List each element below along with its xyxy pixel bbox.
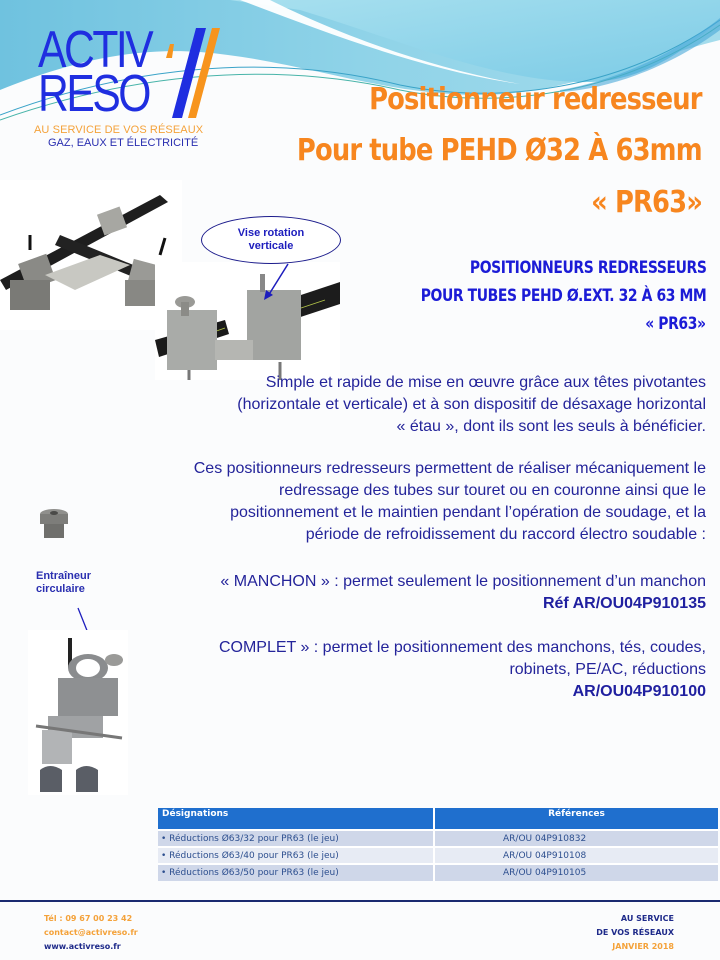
paragraph-line: positionnement et le maintien pendant l’opération de soudage, et la xyxy=(230,504,706,521)
logo-word-reso: RESO xyxy=(38,65,150,123)
paragraph-line: redressage des tubes sur touret ou en couronne ainsi que le xyxy=(279,482,706,499)
page-title-line-3: « PR63» xyxy=(591,185,702,220)
table-cell-reference: AR/OU 04P910105 xyxy=(434,864,718,881)
footer-slogan-line-1: AU SERVICE xyxy=(620,914,674,923)
complet-description: COMPLET » : permet le positionnement des manchons, tés, coudes, xyxy=(218,639,706,656)
page-title-line-2: Pour tube PEHD Ø32 À 63mm xyxy=(297,133,702,168)
table-cell-reference: AR/OU 04P910108 xyxy=(434,847,718,864)
table-row xyxy=(158,830,718,847)
product-photo-closeup xyxy=(155,262,340,380)
footer-website-link[interactable]: www.activreso.fr xyxy=(44,942,121,951)
paragraph-line: « étau », dont ils sont les seuls à bénéficier. xyxy=(396,418,706,435)
manchon-reference: Réf AR/OU04P910135 xyxy=(542,595,706,612)
subtitle-line-1: POSITIONNEURS REDRESSEURS xyxy=(469,258,706,278)
logo-word-activ: ACTIV xyxy=(38,21,152,79)
complet-description-cont: robinets, PE/AC, réductions xyxy=(509,661,706,678)
footer-slogan-line-2: DE VOS RÉSEAUX xyxy=(596,928,674,937)
table-header-designations: Désignations xyxy=(158,808,434,830)
description-paragraph-2 xyxy=(194,458,706,546)
activreso-logo xyxy=(34,21,224,158)
variant-complet xyxy=(219,637,706,703)
table-header-references: Références xyxy=(434,808,718,830)
side-label-line-1: Entraîneur xyxy=(36,570,92,582)
complet-reference: AR/OU04P910100 xyxy=(572,683,706,700)
footer-divider xyxy=(0,900,720,902)
description-paragraph-1 xyxy=(237,372,706,438)
table-row xyxy=(158,864,718,881)
callout-line-2: verticale xyxy=(248,240,294,252)
footer-email-link[interactable]: contact@activreso.fr xyxy=(44,928,138,937)
paragraph-line: Simple et rapide de mise en œuvre grâce aux têtes pivotantes xyxy=(265,374,706,391)
logo-tagline-2: GAZ, EAUX ET ÉLECTRICITÉ xyxy=(48,137,199,149)
callout-line-1: Vise rotation xyxy=(237,227,305,239)
footer-slogan xyxy=(596,912,674,954)
variant-manchon xyxy=(220,571,706,615)
table-row xyxy=(158,847,718,864)
table-cell-designation: • Réductions Ø63/50 pour PR63 (le jeu) xyxy=(158,864,434,881)
paragraph-line: (horizontale et verticale) et à son dispositif de désaxage horizontal xyxy=(237,396,706,413)
table-cell-reference: AR/OU 04P910832 xyxy=(434,830,718,847)
footer-date: JANVIER 2018 xyxy=(612,942,674,951)
reductions-table xyxy=(158,808,718,881)
product-photo-entraineur xyxy=(28,630,128,795)
callout-arrow-icon xyxy=(260,262,290,302)
side-label-entraineur xyxy=(36,570,91,596)
logo-tagline-1: AU SERVICE DE VOS RÉSEAUX xyxy=(34,124,204,136)
paragraph-line: Ces positionneurs redresseurs permettent de réaliser mécaniquement le xyxy=(193,460,706,477)
footer-phone: Tél : 09 67 00 23 42 xyxy=(44,914,133,923)
product-photo-cap xyxy=(36,506,76,542)
subtitle-line-3: « PR63» xyxy=(645,314,706,334)
paragraph-line: période de refroidissement du raccord électro soudable : xyxy=(305,526,706,543)
logo-slashes-icon xyxy=(162,28,222,118)
callout-vise-rotation xyxy=(201,216,341,264)
footer-contact xyxy=(44,912,138,954)
manchon-description: « MANCHON » : permet seulement le positionnement d’un manchon xyxy=(220,573,706,590)
subtitle-line-2: POUR TUBES PEHD Ø.EXT. 32 À 63 MM xyxy=(420,286,706,306)
side-label-line-2: circulaire xyxy=(36,583,85,595)
table-cell-designation: • Réductions Ø63/40 pour PR63 (le jeu) xyxy=(158,847,434,864)
page-title-line-1: Positionneur redresseur xyxy=(369,82,702,117)
table-cell-designation: • Réductions Ø63/32 pour PR63 (le jeu) xyxy=(158,830,434,847)
